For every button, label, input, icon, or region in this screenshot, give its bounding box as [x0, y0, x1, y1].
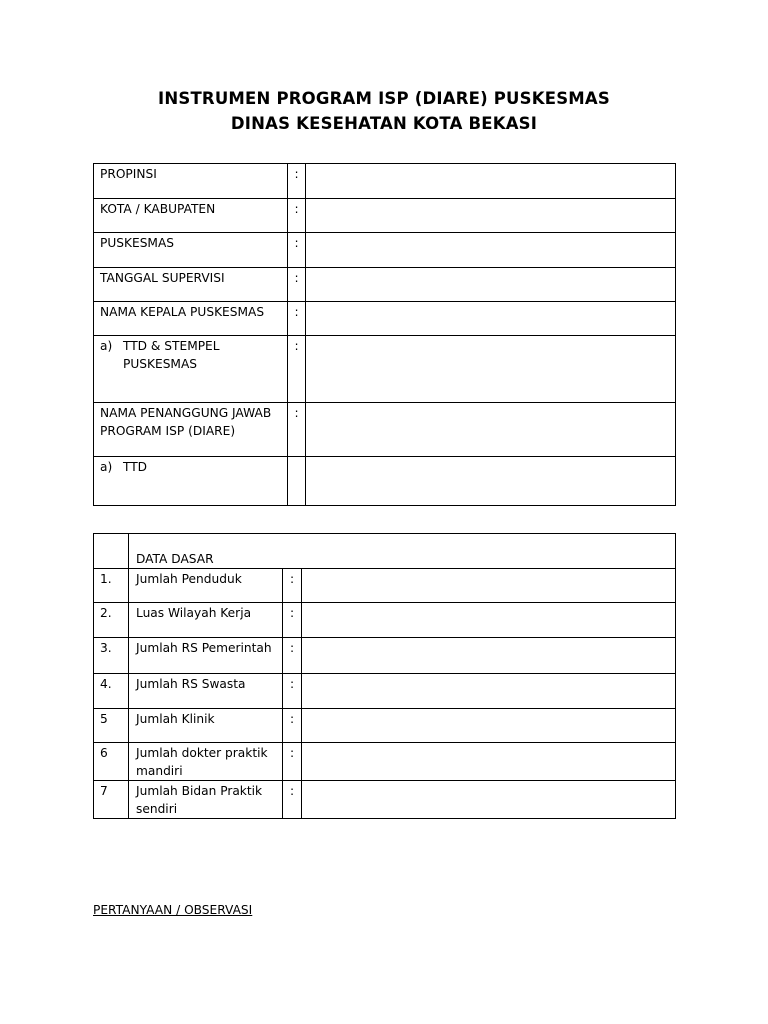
table-row — [94, 603, 676, 638]
field-separator: : — [283, 781, 302, 819]
penanggung-jawab-value-field[interactable] — [306, 403, 676, 457]
list-marker: a) — [100, 460, 113, 474]
field-separator: : — [283, 569, 302, 603]
row-label: Jumlah Klinik — [129, 709, 283, 743]
row-label: Jumlah RS Swasta — [129, 674, 283, 709]
table-row — [94, 674, 676, 709]
data-dasar-heading: DATA DASAR — [136, 552, 214, 566]
ttd-stempel-value-field[interactable] — [306, 336, 676, 403]
puskesmas-value-field[interactable] — [306, 233, 676, 268]
row-label: Jumlah RS Pemerintah — [129, 638, 283, 674]
field-label: KOTA / KABUPATEN — [94, 199, 288, 233]
row-number: 7 — [94, 781, 129, 819]
luas-wilayah-value-field[interactable] — [302, 603, 676, 638]
table-header-row — [94, 534, 676, 569]
field-label — [94, 457, 288, 506]
sub-field-label: TTD — [123, 460, 148, 474]
field-label: NAMA KEPALA PUSKESMAS — [94, 302, 288, 336]
table-row — [94, 709, 676, 743]
table-row — [94, 457, 676, 506]
ttd-penanggung-jawab-value-field[interactable] — [306, 457, 676, 506]
header-number-cell — [94, 534, 129, 569]
row-number: 4. — [94, 674, 129, 709]
sub-field-label: TTD & STEMPEL PUSKESMAS — [123, 339, 220, 371]
row-label: Jumlah Bidan Praktik sendiri — [129, 781, 283, 819]
identity-table — [93, 163, 676, 506]
row-number: 3. — [94, 638, 129, 674]
row-number: 6 — [94, 743, 129, 781]
field-label: TANGGAL SUPERVISI — [94, 268, 288, 302]
field-separator: : — [288, 403, 306, 457]
section-heading-pertanyaan: PERTANYAAN / OBSERVASI — [93, 903, 253, 917]
propinsi-value-field[interactable] — [306, 164, 676, 199]
field-label: PUSKESMAS — [94, 233, 288, 268]
jumlah-dokter-value-field[interactable] — [302, 743, 676, 781]
field-separator: : — [283, 743, 302, 781]
jumlah-rs-pemerintah-value-field[interactable] — [302, 638, 676, 674]
field-separator: : — [288, 199, 306, 233]
jumlah-bidan-value-field[interactable] — [302, 781, 676, 819]
table-row — [94, 199, 676, 233]
table-row — [94, 233, 676, 268]
row-number: 2. — [94, 603, 129, 638]
table-row — [94, 302, 676, 336]
document-title-line-1: INSTRUMEN PROGRAM ISP (DIARE) PUSKESMAS — [158, 89, 610, 108]
tanggal-supervisi-value-field[interactable] — [306, 268, 676, 302]
document-title-line-2: DINAS KESEHATAN KOTA BEKASI — [230, 114, 538, 133]
table-header — [129, 534, 676, 569]
table-row — [94, 164, 676, 199]
row-label: Jumlah dokter praktik mandiri — [129, 743, 283, 781]
field-separator: : — [288, 268, 306, 302]
nama-kepala-puskesmas-value-field[interactable] — [306, 302, 676, 336]
table-row — [94, 403, 676, 457]
table-row — [94, 268, 676, 302]
jumlah-klinik-value-field[interactable] — [302, 709, 676, 743]
table-row — [94, 638, 676, 674]
field-separator: : — [288, 233, 306, 268]
table-row — [94, 781, 676, 819]
row-label: Jumlah Penduduk — [129, 569, 283, 603]
field-separator: : — [288, 302, 306, 336]
kota-kabupaten-value-field[interactable] — [306, 199, 676, 233]
table-row — [94, 743, 676, 781]
field-label: PROPINSI — [94, 164, 288, 199]
table-row — [94, 336, 676, 403]
jumlah-penduduk-value-field[interactable] — [302, 569, 676, 603]
field-separator-empty — [288, 457, 306, 506]
field-separator: : — [288, 336, 306, 403]
field-separator: : — [283, 603, 302, 638]
jumlah-rs-swasta-value-field[interactable] — [302, 674, 676, 709]
field-separator: : — [283, 674, 302, 709]
list-marker: a) — [100, 339, 113, 353]
row-number: 1. — [94, 569, 129, 603]
table-row — [94, 569, 676, 603]
row-label: Luas Wilayah Kerja — [129, 603, 283, 638]
field-separator: : — [288, 164, 306, 199]
field-separator: : — [283, 638, 302, 674]
data-dasar-table — [93, 533, 676, 819]
row-number: 5 — [94, 709, 129, 743]
field-label: NAMA PENANGGUNG JAWAB PROGRAM ISP (DIARE) — [94, 403, 288, 457]
field-label — [94, 336, 288, 403]
field-separator: : — [283, 709, 302, 743]
